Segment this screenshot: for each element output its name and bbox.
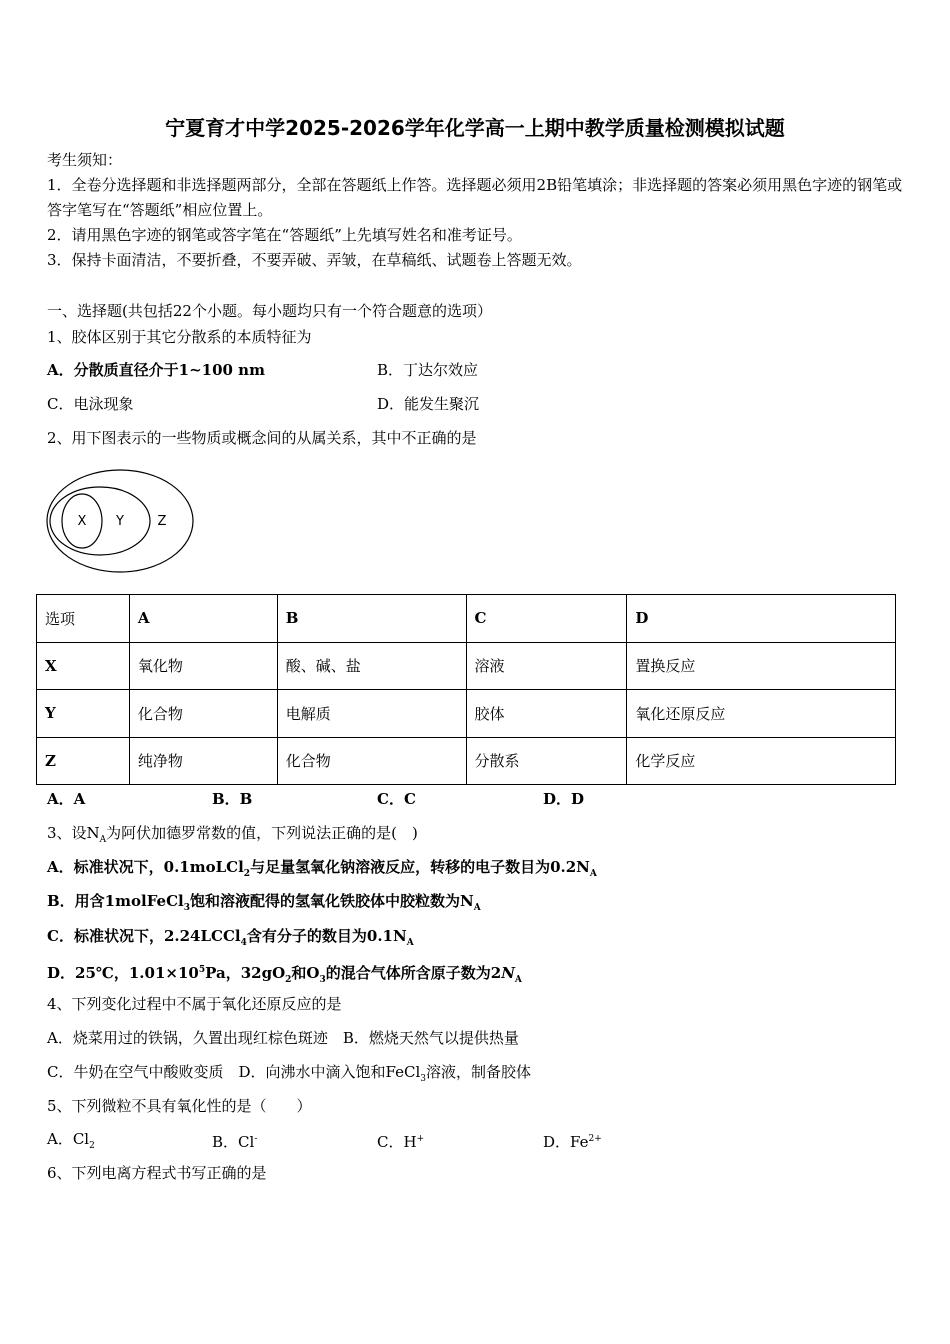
- q1-option-a: A．分散质直径介于1~100 nm: [47, 361, 265, 379]
- q3-d-sub: 3: [319, 975, 326, 985]
- q3-c-text: C．标准状况下，2.24LCCl: [47, 927, 241, 945]
- q3-d-text: 的混合气体所含原子数为2: [325, 964, 502, 982]
- q3-a-sub: 2: [243, 869, 251, 879]
- question-3-stem: [47, 823, 418, 850]
- table-cell: 化合物: [277, 737, 466, 785]
- q4-cd-text: C．牛奶在空气中酸败变质 D．向沸水中滴入饱和FeCl: [47, 1063, 421, 1081]
- table-cell: 选项: [37, 595, 130, 643]
- q5-option-d: [543, 1129, 602, 1152]
- q5-option-c: [377, 1129, 424, 1152]
- q3-a-text: 与足量氢氧化钠溶液反应，转移的电子数目为0.2N: [250, 858, 590, 876]
- q4-options-ab: A．烧菜用过的铁锅，久置出现红棕色斑迹 B．燃烧天然气以提供热量: [47, 1029, 519, 1047]
- table-cell: 分散系: [466, 737, 627, 785]
- q5-d-sup: 2+: [588, 1134, 602, 1144]
- question-2-stem: 2、用下图表示的一些物质或概念间的从属关系，其中不正确的是: [47, 429, 477, 447]
- q3-c-text: 含有分子的数目为0.1N: [246, 927, 407, 945]
- q5-c-sup: +: [416, 1134, 425, 1144]
- q3-a-text: A．标准状况下，0.1moLCl: [47, 858, 244, 876]
- q3-stem-sub: A: [99, 835, 107, 845]
- table-cell: 纯净物: [129, 737, 277, 785]
- q3-c-sub: 4: [240, 938, 247, 948]
- q4-options-cd: [47, 1062, 531, 1089]
- q5-d-text: D．Fe: [543, 1133, 589, 1151]
- table-row: [37, 642, 896, 690]
- notice-item-3: 3．保持卡面清洁，不要折叠，不要弄破、弄皱，在草稿纸、试题卷上答题无效。: [47, 251, 582, 269]
- table-cell: 电解质: [277, 690, 466, 738]
- question-5-stem: 5、下列微粒不具有氧化性的是（ ）: [47, 1097, 312, 1115]
- q5-b-text: B．Cl: [212, 1133, 255, 1151]
- q2-option-b: B．B: [212, 790, 253, 808]
- q3-option-a: [47, 857, 597, 884]
- q3-stem-text: 3、设N: [47, 824, 100, 842]
- q3-d-sub: A: [514, 975, 522, 985]
- q1-option-d: D．能发生聚沉: [377, 395, 480, 413]
- table-header-row: [37, 595, 896, 643]
- venn-label-x: X: [77, 514, 87, 529]
- q3-d-text: 和O: [291, 964, 320, 982]
- page-title: 宁夏育才中学2025-2026学年化学高一上期中教学质量检测模拟试题: [165, 116, 785, 140]
- q2-option-a: A．A: [47, 790, 86, 808]
- question-1-stem: 1、胶体区别于其它分散系的本质特征为: [47, 328, 312, 346]
- notice-item-2: 2．请用黑色字迹的钢笔或答字笔在“答题纸”上先填写姓名和准考证号。: [47, 226, 522, 244]
- venn-label-z: Z: [157, 514, 167, 529]
- table-cell: B: [277, 595, 466, 643]
- q3-d-sup: 5: [198, 965, 206, 975]
- section-heading: 一、选择题(共包括22个小题。每小题均只有一个符合题意的选项）: [47, 302, 492, 320]
- venn-diagram: [40, 468, 200, 578]
- question-6-stem: 6、下列电离方程式书写正确的是: [47, 1164, 267, 1182]
- notice-item-1: 1．全卷分选择题和非选择题两部分，全部在答题纸上作答。选择题必须用2B铅笔填涂；非选择题的答案必须用黑色字迹的钢笔或答字笔写在“答题纸”相应位置上。: [47, 176, 903, 219]
- table-cell: 酸、碱、盐: [277, 642, 466, 690]
- table-cell: 溶液: [466, 642, 627, 690]
- table-cell: 化学反应: [627, 737, 896, 785]
- q3-option-c: [47, 926, 414, 953]
- table-cell: Z: [37, 737, 130, 785]
- q3-d-sub: 2: [285, 975, 292, 985]
- table-cell: 胶体: [466, 690, 627, 738]
- q5-option-b: [212, 1129, 257, 1152]
- q3-a-sub: A: [589, 869, 597, 879]
- q3-d-text: D．25℃，1.01×10: [47, 964, 199, 982]
- table-cell: Y: [37, 690, 130, 738]
- q4-cd-sub: 3: [420, 1074, 426, 1084]
- venn-y-circle: [50, 487, 150, 555]
- table-row: [37, 690, 896, 738]
- q5-a-text: A．Cl: [47, 1130, 90, 1148]
- q4-cd-text: 溶液，制备胶体: [425, 1063, 531, 1081]
- q3-option-b: [47, 891, 481, 918]
- question-4-stem: 4、下列变化过程中不属于氧化还原反应的是: [47, 995, 342, 1013]
- notice-block: [47, 148, 907, 273]
- table-cell: A: [129, 595, 277, 643]
- q3-b-sub: 3: [183, 903, 190, 913]
- table-cell: 置换反应: [627, 642, 896, 690]
- table-cell: 氧化物: [129, 642, 277, 690]
- q3-d-text: Pa，32gO: [205, 964, 286, 982]
- table-cell: 氧化还原反应: [627, 690, 896, 738]
- q3-option-d: [47, 960, 522, 990]
- table-cell: 化合物: [129, 690, 277, 738]
- q1-option-c: C．电泳现象: [47, 395, 134, 413]
- q2-option-d: D．D: [543, 790, 585, 808]
- q3-stem-text: 为阿伏加德罗常数的值，下列说法正确的是( ): [106, 824, 418, 842]
- q5-option-a: [47, 1129, 95, 1156]
- venn-label-y: Y: [116, 514, 124, 529]
- q3-b-text: 饱和溶液配得的氢氧化铁胶体中胶粒数为N: [189, 892, 474, 910]
- q5-c-text: C．H: [377, 1133, 417, 1151]
- notice-heading: 考生须知：: [47, 151, 123, 169]
- table-cell: C: [466, 595, 627, 643]
- table-row: [37, 737, 896, 785]
- options-table: [36, 594, 896, 785]
- table-cell: X: [37, 642, 130, 690]
- q5-b-sup: -: [254, 1134, 258, 1144]
- q1-option-b: B．丁达尔效应: [377, 361, 479, 379]
- q3-b-sub: A: [473, 903, 481, 913]
- q5-a-sub: 2: [89, 1141, 95, 1151]
- q3-b-text: B．用含1molFeCl: [47, 892, 184, 910]
- q3-c-sub: A: [406, 938, 414, 948]
- q3-d-italic: N: [501, 964, 515, 982]
- q2-option-c: C．C: [377, 790, 416, 808]
- table-cell: D: [627, 595, 896, 643]
